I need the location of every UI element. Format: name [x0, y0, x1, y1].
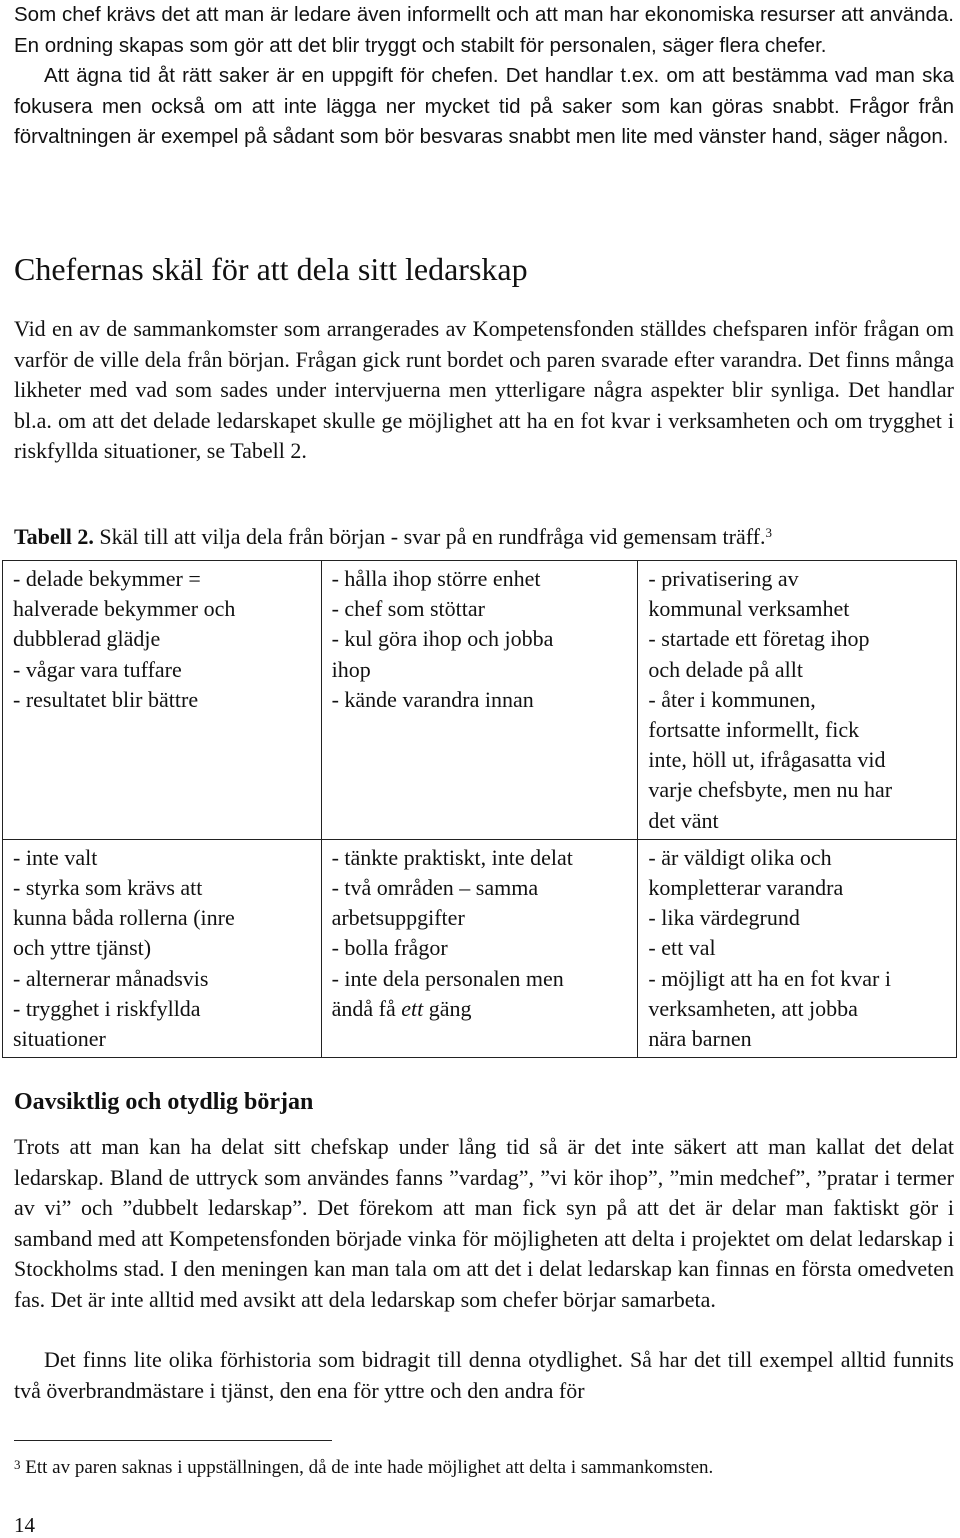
footnote-text: Ett av paren saknas i uppställningen, då de inte hade möjlighet att delta i sammankomsten. [20, 1457, 714, 1478]
cell-line: inte, höll ut, ifrågasatta vid [648, 747, 886, 773]
cell-line: - trygghet i riskfyllda [13, 995, 201, 1021]
cell-line: kunna båda rollerna (inre [13, 905, 235, 931]
cell-line: - styrka som krävs att [13, 875, 203, 901]
cell-line: och delade på allt [648, 656, 803, 682]
intro-paragraph-1: Som chef krävs det att man är ledare även informellt och att man har ekonomiska resurser att använda. En ordning skapas som gör att det blir tryggt och stabilt för personalen, säger flera chefer. [14, 3, 954, 57]
reasons-table-body [3, 561, 957, 1058]
cell-line: - delade bekymmer = [13, 566, 201, 591]
cell-line: - kul göra ihop och jobba [331, 626, 554, 652]
cell-line: - bolla frågor [331, 935, 448, 961]
table-caption-text: Skäl till att vilja dela från början - svar på en rundfråga vid gemensam träff. [93, 524, 766, 549]
cell-line: situationer [13, 1026, 106, 1052]
cell-line: verksamheten, att jobba [648, 995, 858, 1021]
cell-line: kompletterar varandra [648, 875, 844, 901]
table-cell [321, 839, 638, 1057]
section-paragraph-2: Det finns lite olika förhistoria som bidragit till denna otydlighet. Så har det till exempel alltid funnits två överbrandmästare i tjänst, den ena för yttre och den andra för [14, 1347, 954, 1403]
cell-line: fortsatte informellt, fick [648, 717, 860, 743]
footnote-marker: 3 [14, 1457, 21, 1472]
table-cell [321, 561, 638, 840]
section-paragraph-reasons: Vid en av de sammankomster som arrangerades av Kompetensfonden ställdes chefsparen inför frågan om varför de ville dela från början. Frågan gick runt bordet och paren svarade efter varandra. Det finns många likheter med vad som sades under intervjuerna men ytterligare några aspekter blir synliga. Det handlar bl.a. om att det delade ledarskapet skulle ge möjlighet att ha en fot kvar i verksamheten och om trygghet i riskfyllda situationer, se Tabell 2. [14, 316, 954, 463]
cell-line: - hålla ihop större enhet [331, 566, 541, 591]
cell-line: ihop [331, 656, 371, 682]
cell-line: varje chefsbyte, men nu har [648, 777, 893, 803]
cell-line: - är väldigt olika och [648, 844, 832, 870]
cell-line: - ett val [648, 935, 716, 961]
table-cell [3, 839, 322, 1057]
cell-line: det vänt [648, 807, 719, 833]
table-caption-label: Tabell 2. [14, 524, 94, 549]
cell-line: - lika värdegrund [648, 905, 800, 931]
table-cell [638, 839, 957, 1057]
intro-paragraph-2: Att ägna tid åt rätt saker är en uppgift för chefen. Det handlar t.ex. om att bestämma vad man ska fokusera men också om att inte lägga ner mycket tid på saker som kan göras snabbt. Frågor från förvaltningen är exempel på sådant som bör besvaras snabbt men lite med vänster hand, säger någon. [14, 64, 954, 148]
section-heading-reasons: Chefernas skäl för att dela sitt ledarskap [14, 251, 528, 287]
cell-line: kommunal verksamhet [648, 596, 850, 622]
page-number: 14 [14, 1513, 35, 1537]
cell-line: - alternerar månadsvis [13, 965, 209, 991]
cell-line: - tänkte praktiskt, inte delat [331, 844, 573, 870]
cell-line: - resultatet blir bättre [13, 686, 199, 712]
cell-line: - privatisering av [648, 566, 799, 591]
cell-line: - vågar vara tuffare [13, 656, 182, 682]
cell-line: och yttre tjänst) [13, 935, 152, 961]
footnote-divider [14, 1440, 332, 1441]
cell-line: - inte valt [13, 844, 98, 870]
table-cell [3, 561, 322, 840]
section-paragraph-1: Trots att man kan ha delat sitt chefskap under lång tid så är det inte säkert att man kallat det delat ledarskap. Bland de uttryck som användes fanns ”vardag”, ”vi kör ihop”, ”min medchef”, ”pratar i termer av vi” och ”dubbelt ledarskap”. Det förekom att man fick syn på att det är delar man faktiskt gör i samband med att Kompetensfonden började vinka för möjligheten att delta i projektet om delat ledarskap i Stockholms stad. I den meningen kan man tala om att det i delat ledarskap kan finnas en första omedveten fas. Det är inte alltid med avsikt att dela ledarskap som chefer börjar samarbeta. [14, 1134, 954, 1312]
section-heading-unintentional-start: Oavsiktlig och otydlig början [14, 1089, 314, 1115]
cell-line: arbetsuppgifter [331, 905, 465, 931]
footnote-reference: 3 [765, 525, 772, 540]
table-caption [14, 522, 954, 552]
cell-line: halverade bekymmer och [13, 596, 236, 622]
reasons-table [2, 560, 957, 1058]
cell-line: - två områden – samma [331, 875, 539, 901]
cell-line: - startade ett företag ihop [648, 626, 870, 652]
table-row [3, 561, 957, 840]
cell-line: nära barnen [648, 1026, 752, 1052]
cell-line: - inte dela personalen men [331, 965, 564, 991]
cell-line: ändå få ett gäng [331, 995, 472, 1021]
cell-line: - kände varandra innan [331, 686, 534, 712]
footnote [14, 1455, 954, 1481]
cell-line: - åter i kommunen, [648, 686, 816, 712]
cell-line: - möjligt att ha en fot kvar i [648, 965, 891, 991]
emphasis: ett [401, 995, 424, 1021]
cell-line: - chef som stöttar [331, 596, 485, 622]
table-row [3, 839, 957, 1057]
table-cell [638, 561, 957, 840]
cell-line: dubblerad glädje [13, 626, 161, 652]
